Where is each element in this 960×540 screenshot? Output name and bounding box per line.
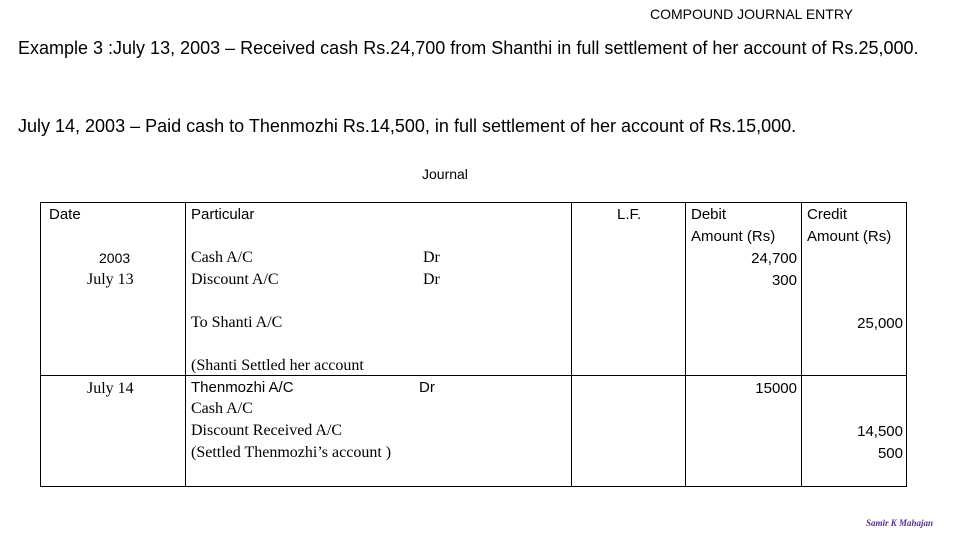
entry1-year: 2003: [99, 250, 131, 266]
example-2-text: July 14, 2003 – Paid cash to Thenmozhi Rs.14,500, in full settlement of her account of Rs.15,000.: [18, 116, 797, 136]
entry1-debit2-amount: 300: [771, 272, 797, 289]
entry2-credit2-account: Discount Received A/C: [191, 422, 343, 439]
column-divider: [185, 203, 186, 486]
entry1-debit2-dr: Dr: [423, 271, 440, 288]
row-divider: [41, 375, 906, 376]
journal-label: Journal: [422, 166, 468, 182]
header-lf: L.F.: [617, 206, 642, 223]
example-1-text: Example 3 :July 13, 2003 – Received cash Rs.24,700 from Shanthi in full settlement of her account of Rs.25,000.: [18, 38, 919, 58]
entry1-date: July 13: [87, 271, 134, 288]
column-divider: [685, 203, 686, 486]
author-signature: Samir K Mahajan: [866, 518, 934, 528]
entry2-debit-amount: 15000: [755, 380, 797, 397]
entry2-narration: (Settled Thenmozhi’s account ): [191, 444, 392, 461]
header-credit: Credit: [807, 206, 848, 223]
entry2-credit2-amount: 500: [877, 445, 903, 462]
entry1-narration: (Shanti Settled her account: [191, 357, 364, 374]
header-credit-unit: Amount (Rs): [807, 228, 892, 245]
entry2-date: July 14: [87, 380, 134, 397]
journal-table: [40, 202, 907, 487]
entry2-credit1-amount: 14,500: [857, 423, 903, 440]
header-debit: Debit: [691, 206, 727, 223]
header-debit-unit: Amount (Rs): [691, 228, 776, 245]
header-particular: Particular: [191, 206, 255, 223]
entry2-debit-dr: Dr: [419, 379, 435, 396]
entry1-debit1-amount: 24,700: [751, 250, 797, 267]
entry2-debit-account: Thenmozhi A/C: [191, 379, 294, 396]
entry1-credit-account: To Shanti A/C: [191, 314, 283, 331]
entry1-debit1-dr: Dr: [423, 249, 440, 266]
header-date: Date: [49, 206, 81, 223]
column-divider: [571, 203, 572, 486]
slide-heading: COMPOUND JOURNAL ENTRY: [650, 6, 854, 22]
entry2-credit1-account: Cash A/C: [191, 400, 253, 417]
entry1-credit-amount: 25,000: [857, 315, 903, 332]
column-divider: [801, 203, 802, 486]
entry1-debit1-account: Cash A/C: [191, 249, 253, 266]
entry1-debit2-account: Discount A/C: [191, 271, 279, 288]
